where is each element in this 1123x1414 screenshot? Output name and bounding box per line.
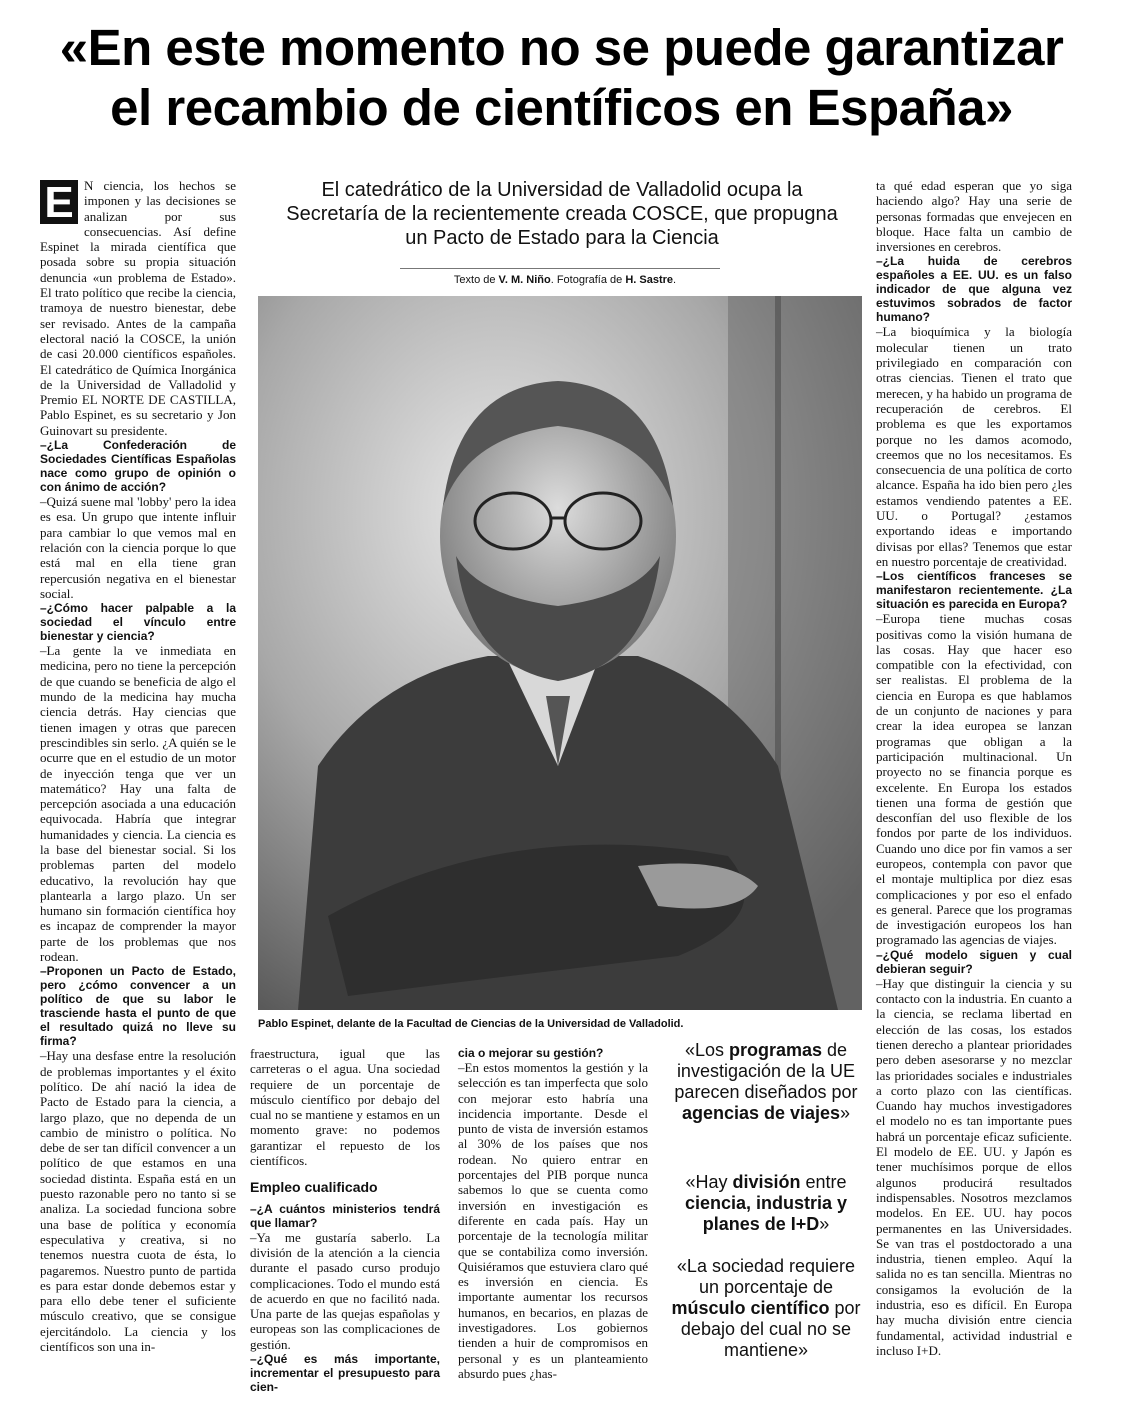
- answer: –Europa tiene muchas cosas positivas como la visión humana de las cosas. Hay que hacer eso compatible con la efectividad, con ser realistas. El problema de la ciencia en Europa es que hablamos de un conjunto de naciones y para crear la idea europea se lanzan programas que obligan a la participación multinacional. Un proyecto no se financia porque es excelente. En Europa los estados tienen una forma de gestión que desconfían del uso flexible de los fondos por parte de los individuos. Cuando uno dice por fin vamos a ser europeos, contempla con pavor que el montaje multiplica por diez esas complicaciones y por eso el enfado es general. Parece que los programas de investigación europeos los han programado las agencias de viajes.: [876, 611, 1072, 948]
- question-end: cia o mejorar su gestión?: [458, 1046, 604, 1060]
- answer: –La gente la ve inmediata en medicina, pero no tiene la percepción de que cuando se beneficia de algo el mundo de la medicina hay mucha ciencia detrás. Hay ciencias que tienen imagen y otras que parecen prescindibles sin serlo. ¿A quién se le ocurre que en el estudio de un motor de inyección tenga que ver un matemático? Hay una falta de percepción asociada a una educación equivocada. Habría que integrar humanidades y ciencia. La ciencia es la base del bienestar social. Si los problemas parten del modelo educativo, la revolución hay que plantearla a largo plazo. Un ser humano sin formación científica hoy es incapaz de comprender la mayor parte de los problemas que nos rodean.: [40, 643, 236, 965]
- pull-quote-2: «Hay división entre ciencia, industria y planes de I+D»: [684, 1172, 848, 1234]
- portrait-photo: [258, 296, 862, 1010]
- question: –¿La huida de cerebros españoles a EE. UU. es un falso indicador de que alguna vez estuvimos sobrados de factor humano?: [876, 254, 1072, 325]
- photo-caption: Pablo Espinet, delante de la Facultad de Ciencias de la Universidad de Valladolid.: [258, 1018, 684, 1030]
- pull-quote-3: «La sociedad requiere un porcentaje de músculo científico por debajo del cual no se mantiene»: [671, 1256, 861, 1360]
- answer: –En estos momentos la gestión y la selección es tan imperfecta que solo con mejorar esto habría una incidencia importante. Desde el punto de vista de inversión estamos al 30% de los países que nos rodean. No quiero entrar en porcentajes del PIB porque nunca sabemos lo que se cuenta como inversión en investigación es diferente en cada país. Hay un porcentaje de la tecnología militar que se contabiliza como inversión. Quisiéramos que estuviera claro qué es inversión en ciencia. Es importante aumentar los recursos humanos, en becarios, en plazas de investigadores. Los gobiernos tienden a huir de compromisos en personal y es un planteamiento absurdo pues ¿has-: [458, 1060, 648, 1381]
- answer: –Hay una desfase entre la resolución de problemas importantes y el éxito político. De ahí nació la idea de Pacto de Estado para la ciencia, a largo plazo, que no dependa de un cambio de ministro o política. No debe de ser tan difícil convencer a un político de que estamos en una sociedad distinta. España está en un puesto razonable pero no tanto si se analiza. La sociedad funciona sobre una base de política y economía especulativa y creativa, si no tenemos nuestra cuota de ésta, lo pagaremos. Nuestro punto de partida es para estar donde debemos estar y para ello debe tener el suficiente músculo creativo, que se consigue ejercitándolo. La ciencia y los científicos son una in-: [40, 1048, 236, 1354]
- article-column-4: [876, 178, 1072, 1400]
- headline: [0, 18, 1123, 138]
- article-column-2: [250, 1046, 440, 1395]
- pull-quote-1: «Los programas de investigación de la UE parecen diseñados por agencias de viajes»: [674, 1040, 858, 1123]
- answer: –Quizá suene mal 'lobby' pero la idea es esa. Un grupo que intente influir para cambiar lo que vemos mal en relación con la ciencia porque lo que está mal en ella tiene gran repercusión negativa en el bienestar social.: [40, 494, 236, 601]
- drop-cap: E: [40, 180, 78, 224]
- article-column-3: [458, 1046, 648, 1396]
- question: –Los científicos franceses se manifestaron recientemente. ¿La situación es parecida en Europa?: [876, 569, 1072, 612]
- paragraph: fraestructura, igual que las carreteras o el agua. Una sociedad requiere de un porcentaje de músculo científico por debajo del cual no se mantiene y estamos en un momento grave: no podemos garantizar el repuesto de los científicos.: [250, 1046, 440, 1169]
- subheadline: El catedrático de la Universidad de Valladolid ocupa la Secretaría de la recientemente creada COSCE, que propugna un Pacto de Estado para la Ciencia: [286, 179, 838, 249]
- portrait-illustration: [258, 296, 862, 1010]
- article-column-1: [40, 178, 236, 1400]
- answer: –La bioquímica y la biología molecular tienen un trato privilegiado en comparación con otras ciencias. Tienen el trato que merecen, y ha habido un programa de recuperación de cerebros. El problema es que les exportamos porque no les damos acomodo, creemos que no los necesitamos. Es consecuencia de una política de corto alcance. España ha ido bien pero ¿les estamos vendiendo patentes a EE. UU. o Portugal? ¿estamos exportando ideas e importando divisas por ellas? Tenemos que estar en nuestro porcentaje de creatividad.: [876, 324, 1073, 569]
- byline-text-label: Texto de: [453, 274, 499, 286]
- question: –¿Cómo hacer palpable a la sociedad el vínculo entre bienestar y ciencia?: [40, 601, 236, 644]
- intro-paragraph: N ciencia, los hechos se imponen y las decisiones se analizan por sus consecuencias. Así define Espinet la mirada científica que posada sobre su propia situación denuncia «un problema de Estado». El trato político que recibe la ciencia, tramoya de nuestro bienestar, debe ser revisado. Antes de la campaña electoral nació la COSCE, la unión de casi 20.000 científicos españoles. El catedrático de Química Inorgánica de la Universidad de Valladolid y Premio EL NORTE DE CASTILLA, Pablo Espinet, es su secretario y Jon Guinovart su presidente.: [40, 178, 236, 438]
- section-heading: Empleo cualificado: [250, 1179, 378, 1196]
- answer: –Ya me gustaría saberlo. La división de la atención a la ciencia durante el pasado curso produjo complicaciones. Todo el mundo está de acuerdo en que no facilitó nada. Una parte de las quejas españolas y europeas son las complicaciones de gestión.: [250, 1229, 440, 1352]
- byline: Texto de V. M. Niño. Fotografía de H. Sastre.: [453, 274, 677, 286]
- headline-line-2: el recambio de científicos en España»: [110, 79, 1013, 136]
- answer: –Hay que distinguir la ciencia y su contacto con la industria. En cuanto a la ciencia, se reclama libertad en elección de las cosas, los estados tienen derecho a plantear prioridades pero deben asesorarse y no mezclar las prioridades sociales e industriales a corto plazo con las científicas. Cuando hay muchos investigadores el modelo no es tan importante pues habrá un porcentaje eficaz suficiente. El modelo de EE. UU. y Japón es tener muchísimos porque de ellos algunos producirá resultados indispensables. Nosotros mezclamos modelos. En EE. UU. hay pocos permanentes en las Universidades. Se van tras el postdoctorado a una industria, tienen empleo. Aquí la salida no es tan sencilla. Mientras no consigamos la evolución de la industria, eso es difícil. En Europa hay mucha división entre ciencia fundamental, actividad industrial e incluso I+D.: [876, 975, 1072, 1358]
- question: –Proponen un Pacto de Estado, pero ¿cómo convencer a un político de que su labor le trasciende hasta el punto de que el resultado quizá no lleve su firma?: [40, 964, 236, 1049]
- byline-author: V. M. Niño: [498, 274, 551, 286]
- question: –¿Qué es más importante, incrementar el presupuesto para cien-: [250, 1352, 440, 1395]
- divider: [400, 268, 720, 269]
- answer-continued: ta qué edad esperan que yo siga haciendo algo? Hay una serie de personas formadas que envejecen en bloque. Hace falta un cambio de inversiones en cerebros.: [876, 178, 1072, 255]
- headline-line-1: «En este momento no se puede garantizar: [59, 19, 1064, 76]
- question: –¿A cuántos ministerios tendrá que llamar?: [250, 1201, 440, 1230]
- question: –¿Qué modelo siguen y cual debieran seguir?: [876, 947, 1072, 976]
- byline-photo-label: . Fotografía de: [550, 274, 626, 286]
- question: –¿La Confederación de Sociedades Científicas Españolas nace como grupo de opinión o con ánimo de acción?: [40, 438, 236, 495]
- byline-photographer: H. Sastre: [625, 274, 674, 286]
